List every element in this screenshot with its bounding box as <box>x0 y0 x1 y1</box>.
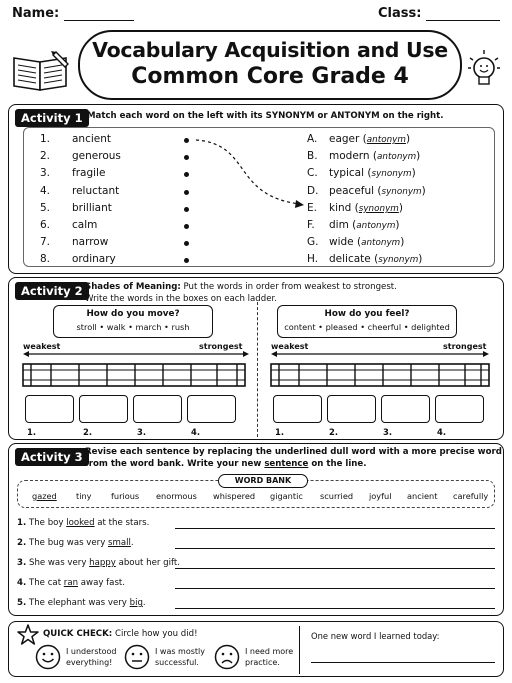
sentence-num: 1. <box>17 518 27 528</box>
activity-1-badge: Activity 1 <box>15 109 89 127</box>
name-line <box>64 8 134 21</box>
move-words: stroll • walk • march • rush <box>76 322 190 332</box>
open-book-icon <box>10 48 72 94</box>
sad-face-icon[interactable] <box>214 644 240 670</box>
sentence-num: 3. <box>17 558 27 568</box>
activity-2-panel <box>8 277 504 440</box>
word-bank-item: joyful <box>369 491 392 501</box>
right-word-text: dim <box>329 219 349 231</box>
happy-face-icon[interactable] <box>35 644 61 670</box>
word-bank-item: enormous <box>156 491 197 501</box>
ladder-right-num-4: 4. <box>437 427 447 437</box>
sentence-underlined-word: small <box>108 538 131 548</box>
sentence-pre: The bug was very <box>28 538 109 548</box>
name-field[interactable] <box>12 6 134 21</box>
name-label: Name: <box>12 6 60 21</box>
answer-line-1[interactable] <box>175 528 495 529</box>
left-word: ancient <box>72 133 112 145</box>
feel-words: content • pleased • cheerful • delighted <box>284 322 450 332</box>
left-word: brilliant <box>72 201 112 214</box>
sentence-pre: The elephant was very <box>28 598 130 608</box>
answer-line-2[interactable] <box>175 548 495 549</box>
word-bank-item: carefully <box>453 491 489 501</box>
ladder-left-box-4[interactable] <box>187 395 236 423</box>
class-label: Class: <box>378 6 422 21</box>
ladder-right-num-1: 1. <box>275 427 285 437</box>
ladder-right <box>269 360 495 390</box>
left-number: 1. <box>40 133 51 145</box>
right-word: kind (synonym) <box>329 201 403 214</box>
instruction-rest: Put the words in order from weakest to strongest. <box>180 282 397 292</box>
shades-of-meaning-label: Shades of Meaning: <box>85 282 181 292</box>
right-word-type: antonym <box>366 135 406 145</box>
right-letter: E. <box>307 201 317 214</box>
face-text-line: I was mostly <box>155 647 206 656</box>
ladder-right-box-2[interactable] <box>327 395 376 423</box>
right-word-type: synonym <box>358 203 399 214</box>
face-text-line: I need more <box>245 647 294 656</box>
quick-check-label: QUICK CHECK: <box>43 629 113 639</box>
quick-check-divider <box>299 626 300 674</box>
right-word: delicate (synonym) <box>329 253 423 266</box>
new-word-label: One new word I learned today: <box>311 631 440 641</box>
activity-3-badge: Activity 3 <box>15 448 89 466</box>
word-bank-item: scurried <box>320 491 354 501</box>
left-number: 7. <box>40 236 51 249</box>
sentence-post: at the stars. <box>94 518 150 528</box>
instruction-line-2: Write the words in the boxes on each ladder. <box>85 293 277 304</box>
ladder-right-box-3[interactable] <box>381 395 430 423</box>
ladder-left-num-2: 2. <box>83 427 93 437</box>
match-dot[interactable] <box>184 258 189 263</box>
right-word: typical (synonym) <box>329 167 416 180</box>
match-dot[interactable] <box>184 207 189 212</box>
left-number: 8. <box>40 253 51 266</box>
weakest-label-left: weakest <box>23 342 61 351</box>
arrow-left <box>23 350 249 358</box>
sentence-underlined-word: ran <box>63 578 79 588</box>
sentence-underlined-word: big <box>129 598 143 608</box>
ladder-right-num-2: 2. <box>329 427 339 437</box>
left-word: generous <box>72 150 121 163</box>
sentence-post: . <box>142 598 146 608</box>
title-line-2: Common Core Grade 4 <box>131 64 409 89</box>
answer-line-5[interactable] <box>175 608 495 609</box>
activity-3-panel <box>8 443 504 616</box>
right-letter: B. <box>307 150 318 163</box>
right-word-text: typical <box>329 167 365 180</box>
ladder-right-box-4[interactable] <box>435 395 484 423</box>
ladder-left <box>21 360 247 390</box>
word-bank-item: tiny <box>76 491 92 501</box>
right-word: peaceful (synonym) <box>329 184 426 197</box>
left-number: 5. <box>40 201 51 214</box>
happy-face-text <box>66 646 117 668</box>
sentence-num: 5. <box>17 598 27 608</box>
left-number: 4. <box>40 184 51 197</box>
new-word-line[interactable] <box>311 662 495 663</box>
sentence-post: . <box>130 538 134 548</box>
right-word-type: antonym <box>361 238 401 249</box>
activity-2-badge: Activity 2 <box>15 282 89 300</box>
title-line-1: Vocabulary Acquisition and Use <box>92 38 448 62</box>
word-bank-item: ancient <box>407 491 438 501</box>
sentence-pre: The boy <box>28 518 67 528</box>
right-word-type: synonym <box>371 169 412 180</box>
activity-2-instruction <box>85 282 397 305</box>
right-letter: G. <box>307 236 319 249</box>
match-dot[interactable] <box>184 190 189 195</box>
right-letter: H. <box>307 253 319 266</box>
right-word: dim (antonym) <box>329 219 400 231</box>
feel-question: How do you feel? <box>324 309 410 319</box>
match-dot[interactable] <box>184 155 189 160</box>
face-text-line: I understood <box>66 647 117 656</box>
right-letter: C. <box>307 167 318 180</box>
sentence-row-4 <box>17 578 495 592</box>
right-word-text: delicate <box>329 253 371 266</box>
activity-1-panel <box>8 104 504 274</box>
match-dot[interactable] <box>184 138 189 143</box>
word-bank-item: furious <box>111 491 140 501</box>
match-dot[interactable] <box>184 172 189 177</box>
arrow-right <box>271 350 489 358</box>
sentence-row-5 <box>17 598 495 612</box>
ladder-right-num-3: 3. <box>383 427 393 437</box>
match-row <box>24 236 494 253</box>
word-bank <box>17 476 495 508</box>
right-word-type: antonym <box>377 152 417 163</box>
weakest-label-right: weakest <box>271 342 309 351</box>
sentence-post: away fast. <box>78 578 126 588</box>
activity-3-instruction <box>85 447 502 470</box>
class-field[interactable] <box>378 6 500 21</box>
right-word-text: wide <box>329 236 354 249</box>
worksheet-header <box>12 6 500 26</box>
ladder-left-box-3[interactable] <box>133 395 182 423</box>
sad-face-text <box>245 646 293 668</box>
neutral-face-icon[interactable] <box>124 644 150 670</box>
feel-question-box <box>277 305 457 338</box>
match-row <box>24 253 494 270</box>
face-text-line: successful. <box>155 658 199 667</box>
face-text-line: everything! <box>66 658 113 667</box>
star-icon <box>17 624 39 646</box>
sentence-underlined-word: happy <box>89 558 116 568</box>
left-number: 2. <box>40 150 51 163</box>
quick-check-heading <box>43 629 198 639</box>
left-number: 3. <box>40 167 51 180</box>
right-word: wide (antonym) <box>329 236 405 249</box>
strongest-label-left: strongest <box>199 342 243 351</box>
left-word: reluctant <box>72 184 120 197</box>
left-word: calm <box>72 219 98 231</box>
right-word-text: modern <box>329 150 370 163</box>
face-text-line: practice. <box>245 658 280 667</box>
sentence-row-2 <box>17 538 495 552</box>
right-word-type: synonym <box>381 186 422 197</box>
left-word: narrow <box>72 236 109 249</box>
activity-2-divider <box>257 302 258 437</box>
right-letter: A. <box>307 133 318 145</box>
answer-line-4[interactable] <box>175 588 495 589</box>
quick-check-panel <box>8 621 504 677</box>
right-word-type: antonym <box>356 221 396 231</box>
answer-line-3[interactable] <box>175 568 495 569</box>
left-word: fragile <box>72 167 106 180</box>
activity-1-instruction: Match each word on the left with its SYNONYM or ANTONYM on the right. <box>87 111 444 121</box>
sentence-num: 4. <box>17 578 27 588</box>
ladder-left-box-2[interactable] <box>79 395 128 423</box>
right-word: eager (antonym) <box>329 133 411 145</box>
sentence-post: about her gift. <box>115 558 180 568</box>
move-question: How do you move? <box>86 309 180 319</box>
title-cloud <box>78 30 462 100</box>
instruction-line-1: Revise each sentence by replacing the underlined dull word with a more precise word <box>85 447 502 457</box>
word-bank-item: whispered <box>213 491 256 501</box>
example-match-arrow <box>192 136 312 216</box>
word-bank-item: gigantic <box>270 491 303 501</box>
instruction-line-2c: on the line. <box>308 458 367 469</box>
word-bank-item: gazed <box>32 491 57 501</box>
left-word: ordinary <box>72 253 116 266</box>
ladder-left-num-3: 3. <box>137 427 147 437</box>
instruction-line-2a: from the word bank. Write your new <box>85 458 265 469</box>
right-letter: F. <box>307 219 315 231</box>
sentence-row-3 <box>17 558 495 572</box>
strongest-label-right: strongest <box>443 342 487 351</box>
ladder-left-box-1[interactable] <box>25 395 74 423</box>
word-bank-title: WORD BANK <box>218 474 308 488</box>
right-letter: D. <box>307 184 319 197</box>
right-word-text: peaceful <box>329 184 375 197</box>
match-row <box>24 219 494 236</box>
left-number: 6. <box>40 219 51 231</box>
right-word-text: eager <box>329 133 360 145</box>
right-word: modern (antonym) <box>329 150 421 163</box>
ladder-right-box-1[interactable] <box>273 395 322 423</box>
quick-check-text: Circle how you did! <box>112 629 198 639</box>
sentence-pre: The cat <box>28 578 64 588</box>
instruction-sentence-word: sentence <box>264 458 309 469</box>
sentence-num: 2. <box>17 538 27 548</box>
match-dot[interactable] <box>184 224 189 229</box>
match-dot[interactable] <box>184 241 189 246</box>
lightbulb-icon <box>466 48 502 92</box>
ladder-left-num-4: 4. <box>191 427 201 437</box>
sentence-pre: She was very <box>28 558 90 568</box>
sentence-underlined-word: looked <box>66 518 95 528</box>
neutral-face-text <box>155 646 205 668</box>
sentence-row-1 <box>17 518 495 532</box>
move-question-box <box>53 305 213 338</box>
matching-box <box>23 127 495 267</box>
ladder-left-num-1: 1. <box>27 427 37 437</box>
class-line <box>426 8 500 21</box>
right-word-type: synonym <box>378 255 419 266</box>
right-word-text: kind <box>329 201 352 214</box>
